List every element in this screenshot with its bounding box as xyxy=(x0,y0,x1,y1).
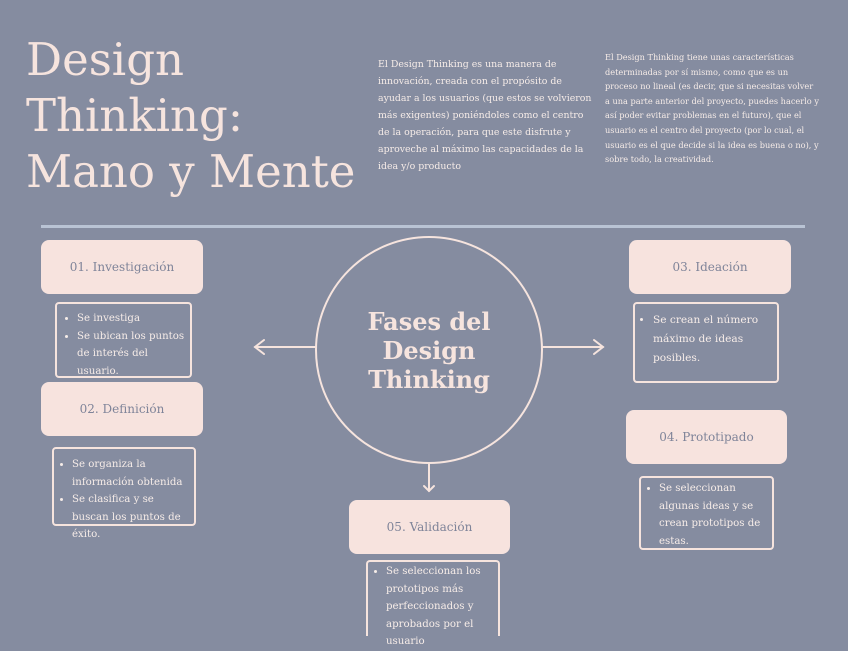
phase-label: 04. Prototipado xyxy=(659,430,754,444)
title-line-2: Thinking: xyxy=(26,89,243,142)
detail-item: • Se seleccionan los prototipos más perfeccionados y aprobados por el usuario xyxy=(386,563,496,651)
phase-label: 03. Ideación xyxy=(672,260,748,274)
detail-item: • Se organiza la información obtenida xyxy=(72,456,191,491)
phase-validacion-details xyxy=(366,560,500,647)
phase-definicion-details xyxy=(52,447,196,540)
detail-item: • Se clasifica y se buscan los puntos de éxito. xyxy=(72,491,191,544)
phase-prototipado-details xyxy=(639,476,774,550)
phase-ideacion-details xyxy=(633,302,779,383)
detail-item: • Se investiga xyxy=(77,310,186,328)
phase-label: 05. Validación xyxy=(386,520,473,534)
phase-validacion xyxy=(349,500,510,554)
phase-investigacion xyxy=(41,240,203,294)
intro-paragraph: El Design Thinking es una manera de innovación, creada con el propósito de ayudar a los usuarios (que estos se volvieron más exigentes) poniéndoles como el centro de la operación, para que este disfrute y aproveche al máximo las capacidades de la idea y/o producto xyxy=(378,59,592,172)
phase-label: 01. Investigación xyxy=(69,260,175,274)
features-paragraph: El Design Thinking tiene unas características determinadas por sí mismo, como que es un proceso no lineal (es decir, que si necesitas volver a una parte anterior del proyecto, puedes hacerlo y así poder evitar problemas en el futuro), que el usuario es el centro del proyecto (por lo cual, el usuario es el que decide si la idea es buena o no), y sobre todo, la creatividad. xyxy=(605,52,819,165)
detail-item: • Se crean el número máximo de ideas posibles. xyxy=(653,311,767,368)
title-line-1: Design xyxy=(26,33,184,86)
phase-ideacion xyxy=(629,240,791,294)
phase-investigacion-details xyxy=(55,302,192,378)
detail-item: • Se ubican los puntos de interés del usuario. xyxy=(77,328,186,381)
phase-label: 02. Definición xyxy=(79,402,165,416)
detail-item: • Se seleccionan algunas ideas y se crean prototipos de estas. xyxy=(659,480,762,550)
center-label: Fases del Design Thinking xyxy=(367,306,491,394)
phase-definicion xyxy=(41,382,203,436)
title-line-3: Mano y Mente xyxy=(26,145,356,198)
phase-prototipado xyxy=(626,410,787,464)
center-circle xyxy=(315,236,543,464)
